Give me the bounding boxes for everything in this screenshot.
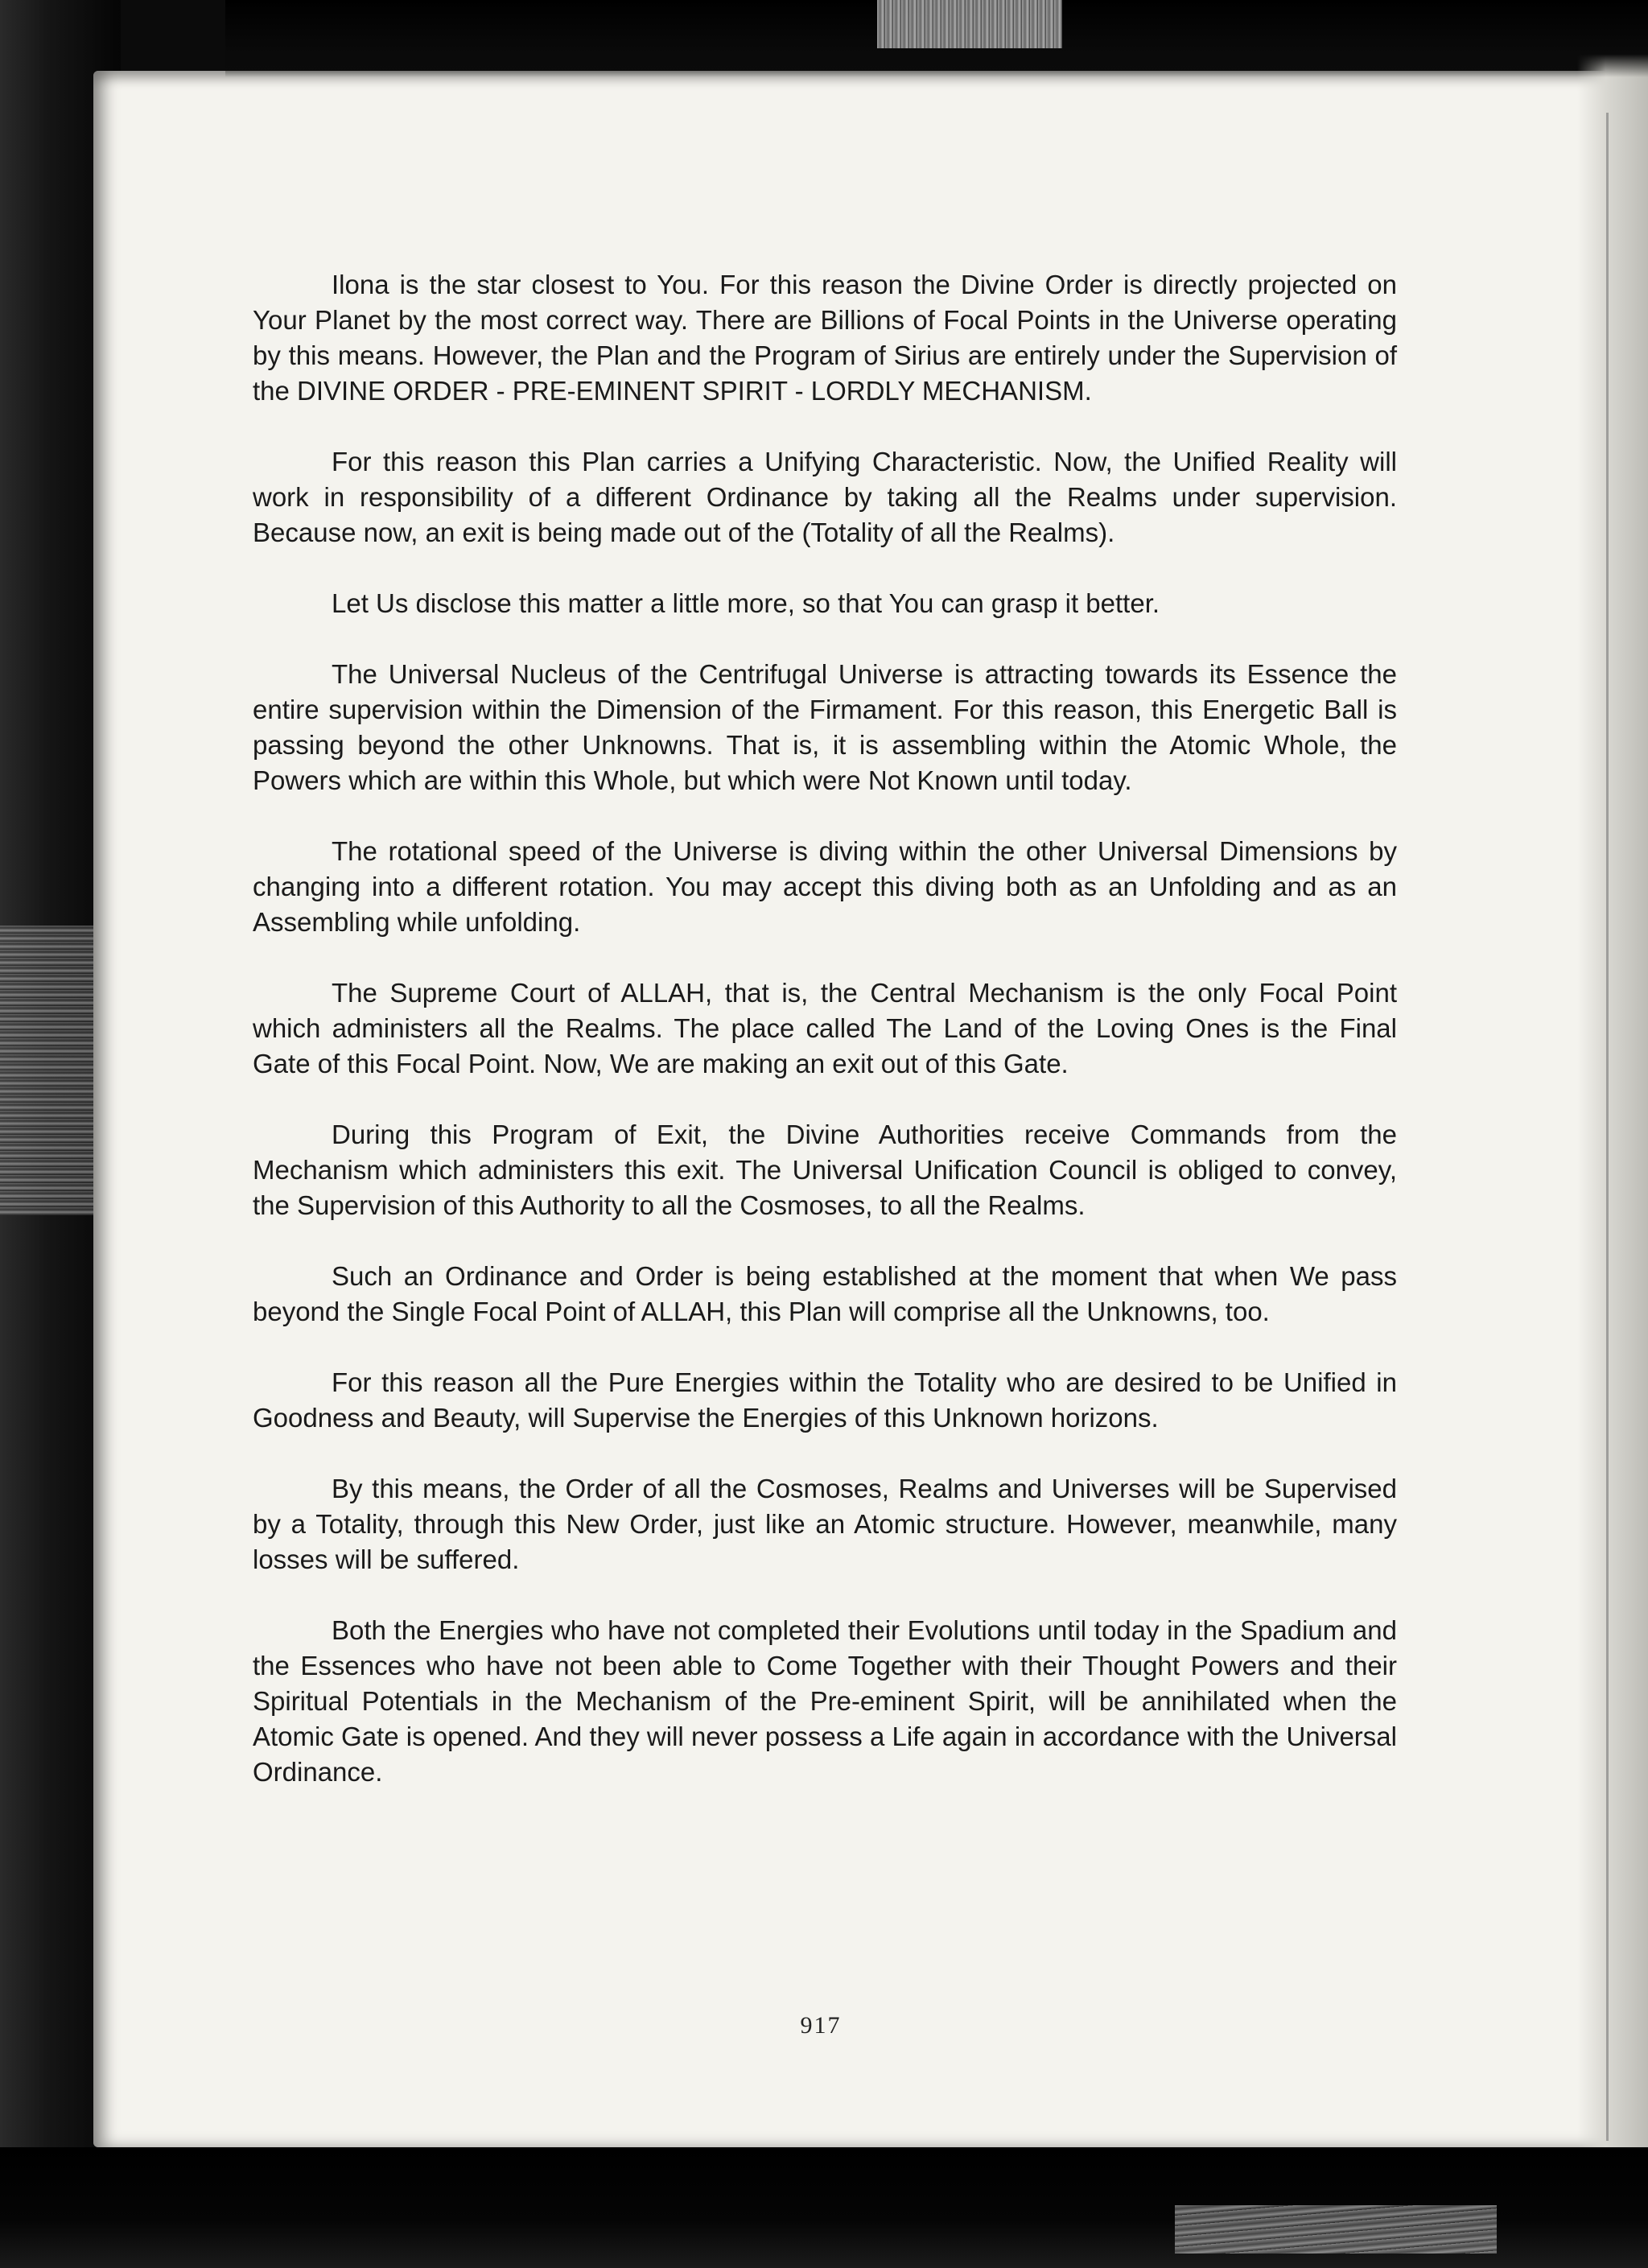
paragraph: The Supreme Court of ALLAH, that is, the Central Mechanism is the only Focal Point which administers all the Realms. The place called The Land of the Loving Ones is the Final Gate of this Focal Point. Now, We are making an exit out of this Gate. xyxy=(253,978,1397,1078)
paragraph: Such an Ordinance and Order is being established at the moment that when We pass beyond the Single Focal Point of ALLAH, this Plan will comprise all the Unknowns, too. xyxy=(253,1261,1397,1326)
page-number: 917 xyxy=(800,2012,842,2039)
paragraph: For this reason all the Pure Energies within the Totality who are desired to be Unified in Goodness and Beauty, will Supervise the Energies of this Unknown horizons. xyxy=(253,1367,1397,1433)
paragraph: Let Us disclose this matter a little more, so that You can grasp it better. xyxy=(332,588,1160,618)
paragraph: The Universal Nucleus of the Centrifugal Universe is attracting towards its Essence the entire supervision within the Dimension of the Firmament. For this reason, this Energetic Ball is passing beyond the other Unknowns. That is, it is assembling within the Atomic Whole, the Powers which are within this Whole, but which were Not Known until today. xyxy=(253,659,1397,795)
scan-top-glare xyxy=(877,0,1062,48)
scan-bottom-glare xyxy=(1175,2205,1497,2254)
paragraph: During this Program of Exit, the Divine Authorities receive Commands from the Mechanism which administers this exit. The Universal Unification Council is obliged to convey, the Supervision of this Authority to all the Cosmoses, to all the Realms. xyxy=(253,1120,1397,1220)
paragraph: The rotational speed of the Universe is diving within the other Universal Dimensions by changing into a different rotation. You may accept this diving both as an Unfolding and as an Assembling while unfolding. xyxy=(253,836,1397,937)
page-right-edge xyxy=(1577,48,1648,2221)
body-text xyxy=(253,267,1397,1825)
page-edge-line xyxy=(1606,113,1609,2141)
paragraph: Ilona is the star closest to You. For this reason the Divine Order is directly projected on Your Planet by the most correct way. There are Billions of Focal Points in the Universe operating by this means. However, the Plan and the Program of Sirius are entirely under the Supervision of the DIVINE ORDER - PRE-EMINENT SPIRIT - LORDLY MECHANISM. xyxy=(253,270,1397,406)
paragraph: For this reason this Plan carries a Unifying Characteristic. Now, the Unified Reality will work in responsibility of a different Ordinance by taking all the Realms under supervision. Because now, an exit is being made out of the (Totality of all the Realms). xyxy=(253,447,1397,547)
scan-noise-left xyxy=(0,926,97,1215)
paragraph: By this means, the Order of all the Cosmoses, Realms and Universes will be Supervised by a Totality, through this New Order, just like an Atomic structure. However, meanwhile, many losses will be suffered. xyxy=(253,1474,1397,1574)
paragraph: Both the Energies who have not completed their Evolutions until today in the Spadium and the Essences who have not been able to Come Together with their Thought Powers and their Spiritual Potentials in the Mechanism of the Pre-eminent Spirit, will be annihilated when the Atomic Gate is opened. And they will never possess a Life again in accordance with the Universal Ordinance. xyxy=(253,1615,1397,1787)
